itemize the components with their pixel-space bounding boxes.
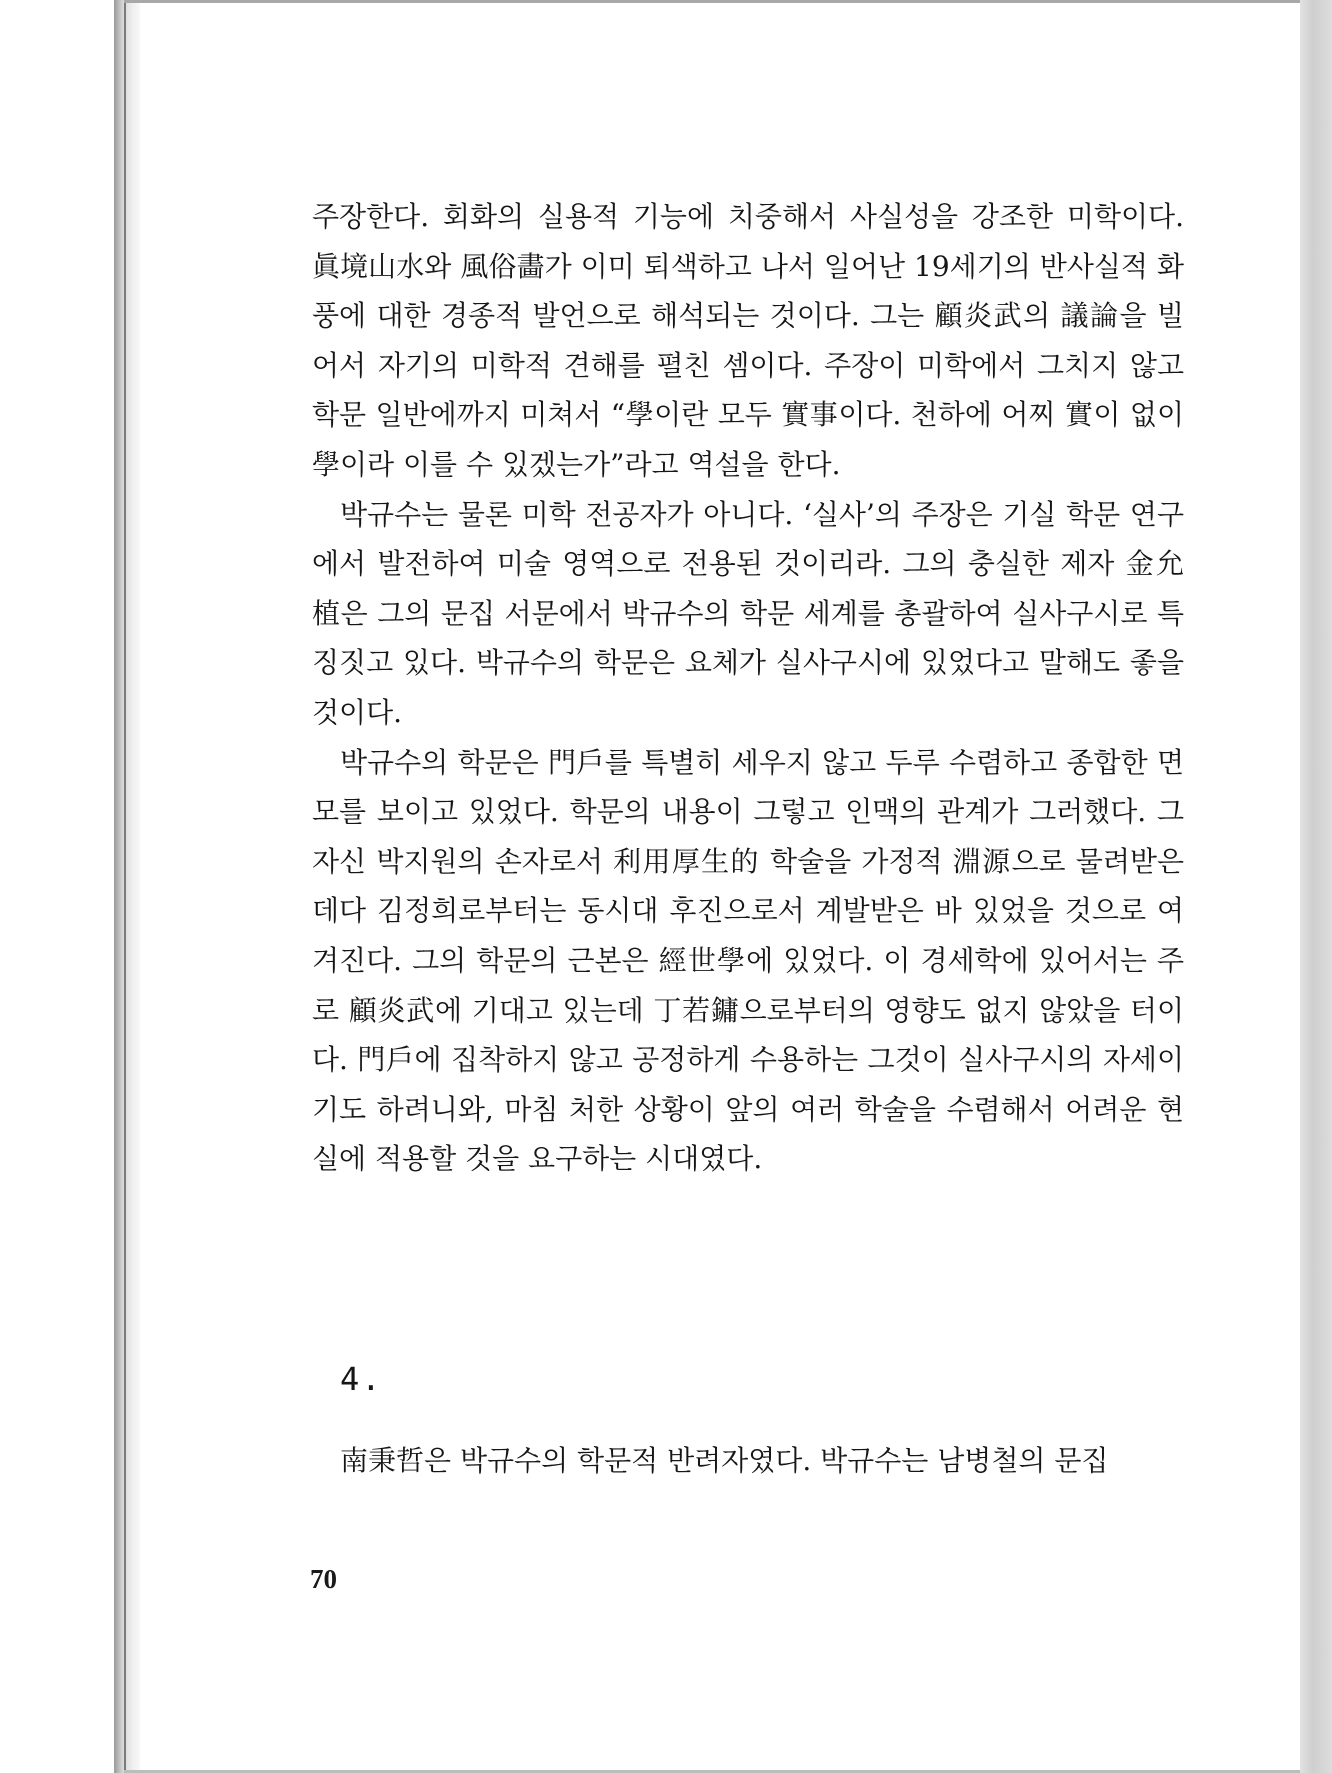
paragraph-3: 박규수의 학문은 門戶를 특별히 세우지 않고 두루 수렴하고 종합한 면모를 보이고 있었다. 학문의 내용이 그렇고 인맥의 관계가 그러했다. 그 자신 박지원의 손자로서 利用厚生的 학술을 가정적 淵源으로 물려받은데다 김정희로부터는 동시대 후진으로서 계발받은 바 있었을 것으로 여겨진다. 그의 학문의 근본은 經世學에 있었다. 이 경세학에 있어서는 주로 顧炎武에 기대고 있는데 丁若鏞으로부터의 영향도 없지 않았을 터이다. 門戶에 집착하지 않고 공정하게 수용하는 그것이 실사구시의 자세이기도 하려니와, 마침 처한 상황이 앞의 여러 학술을 수렴해서 어려운 현실에 적용할 것을 요구하는 시대였다. [312,745,1184,1176]
page-top-edge [124,0,1304,3]
page-number: 70 [310,1564,337,1594]
book-spine-line [124,0,126,1773]
page-right-shadow [1300,0,1332,1773]
paragraph-4: 南秉哲은 박규수의 학문적 반려자였다. 박규수는 남병철의 문집 [340,1444,1109,1477]
paragraph-2: 박규수는 물론 미학 전공자가 아니다. ‘실사’의 주장은 기실 학문 연구에서 발전하여 미술 영역으로 전용된 것이리라. 그의 충실한 제자 金允植은 그의 문집 서문에서 박규수의 학문 세계를 총괄하여 실사구시로 특징짓고 있다. 박규수의 학문은 요체가 실사구시에 있었다고 말해도 좋을 것이다. [312,497,1184,729]
body-text [312,192,1184,1184]
section-number: 4. [340,1360,383,1398]
book-spine-edge [114,0,140,1773]
paragraph-1: 주장한다. 회화의 실용적 기능에 치중해서 사실성을 강조한 미학이다. 眞境山水와 風俗畵가 이미 퇴색하고 나서 일어난 19세기의 반사실적 화풍에 대한 경종적 발언으로 해석되는 것이다. 그는 顧炎武의 議論을 빌어서 자기의 미학적 견해를 펼친 셈이다. 주장이 미학에서 그치지 않고 학문 일반에까지 미쳐서 “學이란 모두 實事이다. 천하에 어찌 實이 없이 學이라 이를 수 있겠는가”라고 역설을 한다. [312,200,1184,481]
